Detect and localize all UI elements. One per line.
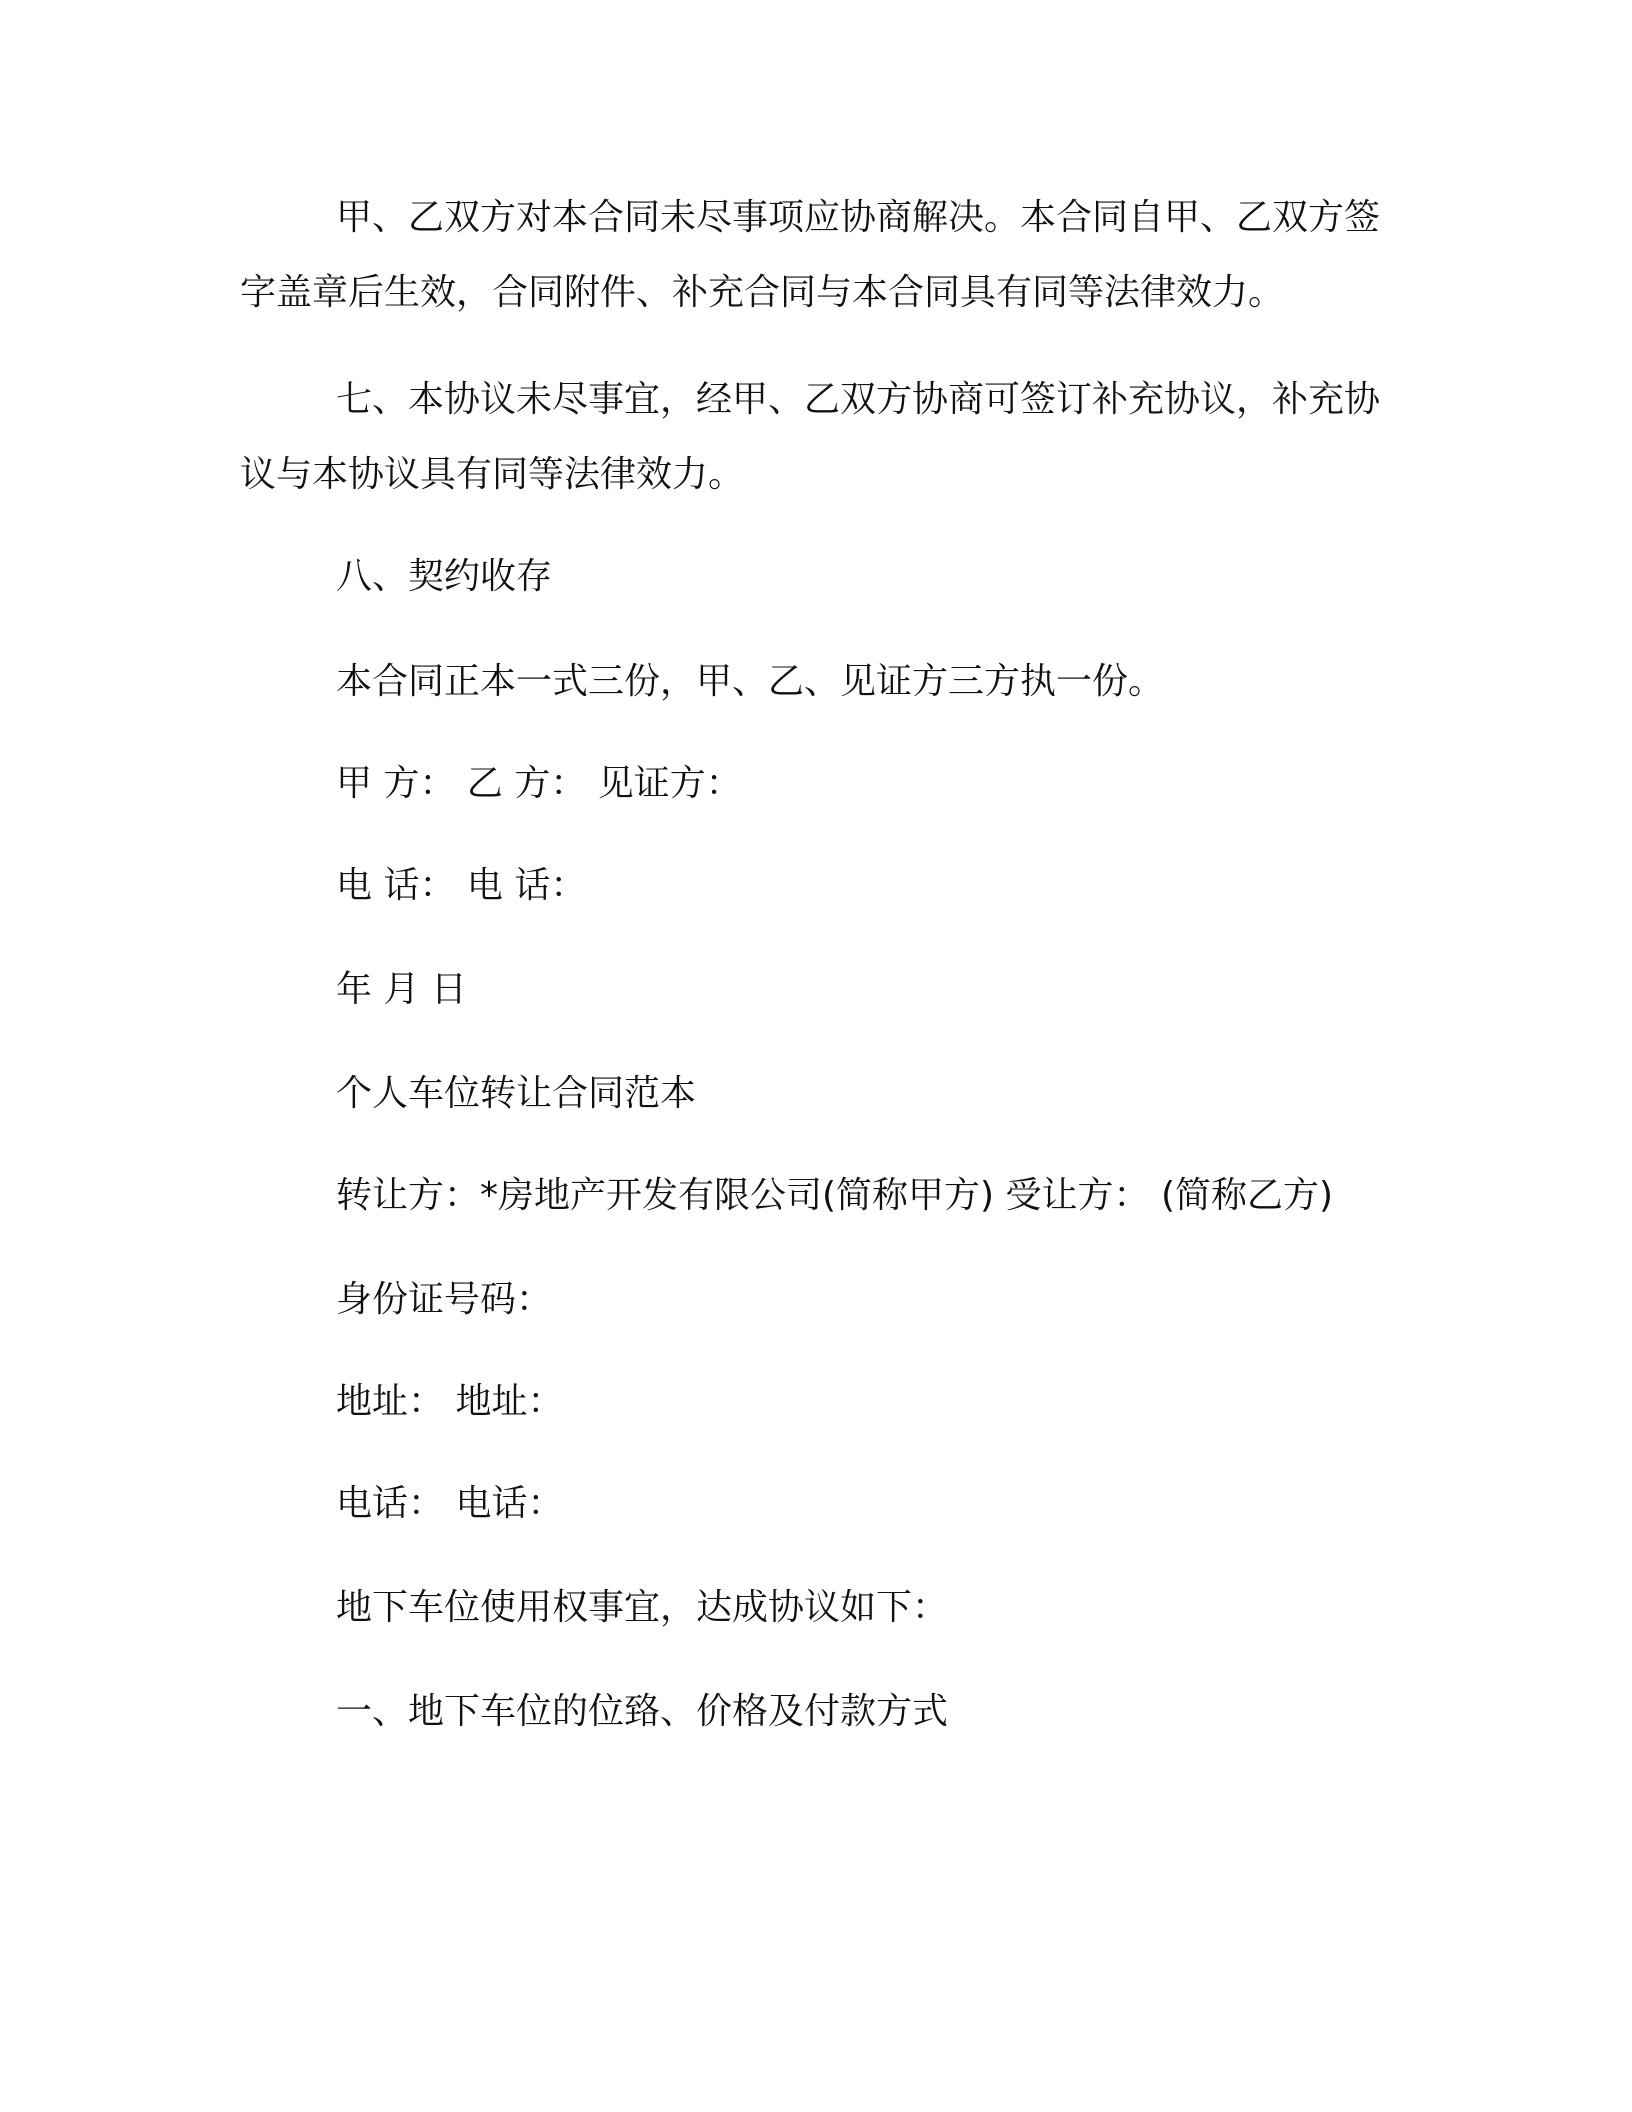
signature-parties: 甲 方： 乙 方： 见证方： <box>336 763 742 804</box>
signature-phones: 电 话： 电 话： <box>336 865 587 906</box>
text-phones: 电话： 电话： <box>336 1483 564 1524</box>
signature-date: 年 月 日 <box>336 969 467 1010</box>
text-id-number: 身份证号码： <box>336 1279 553 1320</box>
heading-clause-one: 一、地下车位的位臵、价格及付款方式 <box>336 1691 949 1732</box>
document-title: 个人车位转让合同范本 <box>336 1073 697 1114</box>
text-agreement-intro: 地下车位使用权事宜，达成协议如下： <box>336 1587 949 1628</box>
text-copies: 本合同正本一式三份，甲、乙、见证方三方执一份。 <box>336 661 1165 702</box>
text-addresses: 地址： 地址： <box>336 1381 564 1422</box>
text-transferor: 转让方：*房地产开发有限公司(简称甲方) 受让方： (简称乙方) <box>336 1175 1334 1216</box>
paragraph-clause-seven: 七、本协议未尽事宜，经甲、乙双方协商可签订补充协议，补充协议与本协议具有同等法律效力。 <box>240 379 1381 495</box>
paragraph-contract-effect: 甲、乙双方对本合同未尽事项应协商解决。本合同自甲、乙双方签字盖章后生效，合同附件、补充合同与本合同具有同等法律效力。 <box>240 197 1381 313</box>
heading-clause-eight: 八、契约收存 <box>336 556 553 597</box>
